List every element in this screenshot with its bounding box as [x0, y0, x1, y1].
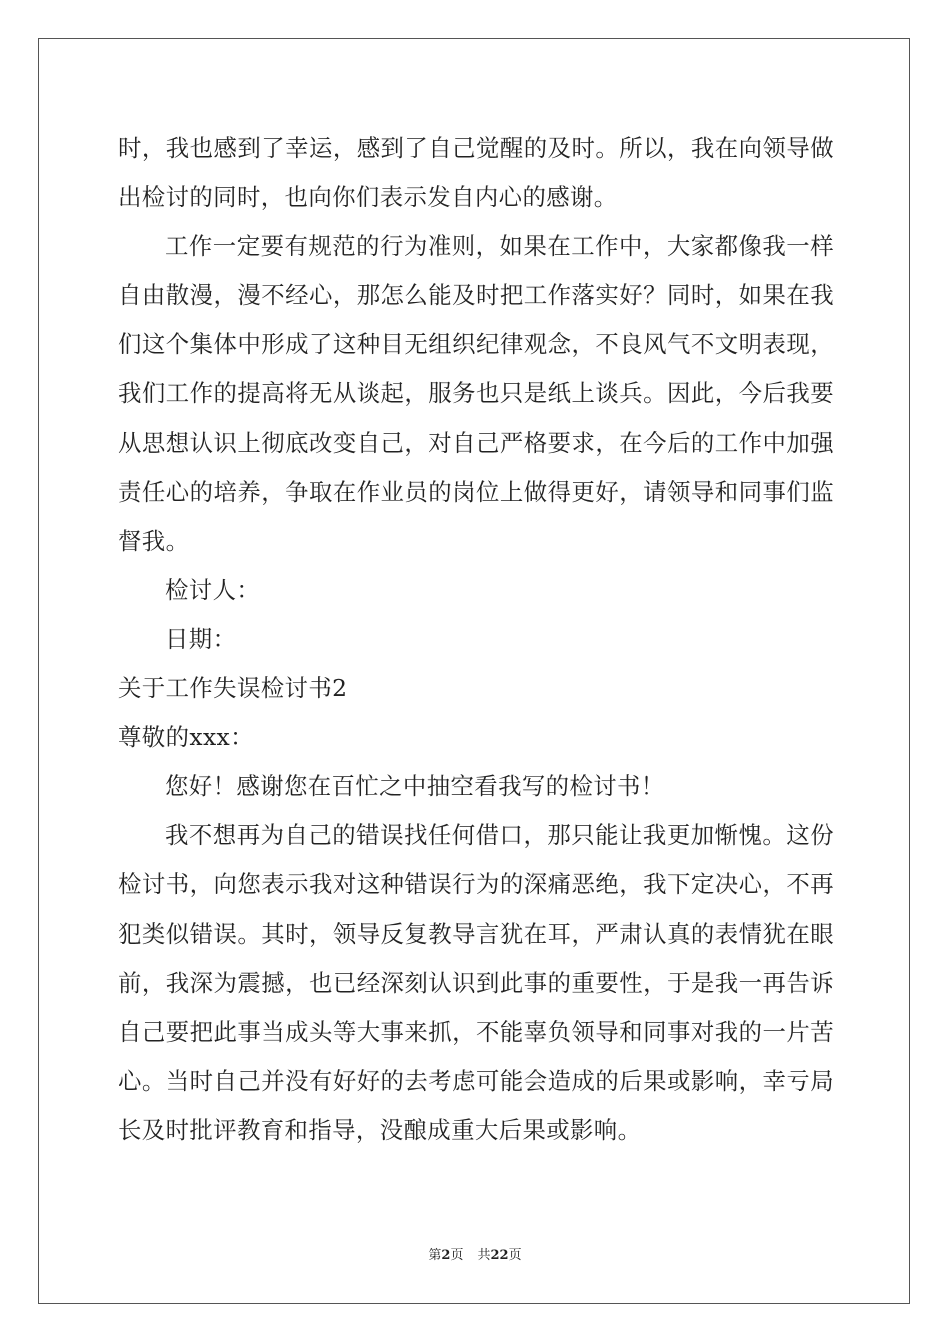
page-prefix: 第: [428, 1248, 442, 1263]
salutation: 尊敬的xxx：: [118, 723, 254, 752]
page-number: 2: [441, 1248, 451, 1263]
paragraph-apology: 我不想再为自己的错误找任何借口，那只能让我更加惭愧。这份检讨书，向您表示我对这种错误行为的深痛恶绝，我下定决心，不再犯类似错误。其时，领导反复教导言犹在耳，严肃认真的表情犹在眼前，我深为震撼，也已经深刻认识到此事的重要性，于是我一再告诉自己要把此事当成头等大事来抓，不能辜负领导和同事对我的一片苦心。当时自己并没有好好的去考虑可能会造成的后果或影响，幸亏局长及时批评教育和指导，没酿成重大后果或影响。: [118, 821, 834, 1144]
total-prefix: 共: [477, 1248, 491, 1263]
total-pages: 22: [490, 1248, 509, 1263]
page-suffix: 页: [450, 1248, 464, 1263]
document-body: [118, 124, 834, 1155]
paragraph-continuation: 时，我也感到了幸运，感到了自己觉醒的及时。所以，我在向领导做出检讨的同时，也向你们表示发自内心的感谢。: [118, 134, 834, 212]
date-line: 日期：: [165, 624, 237, 653]
page-footer: [0, 1247, 950, 1265]
greeting-paragraph: 您好！感谢您在百忙之中抽空看我写的检讨书！: [165, 772, 665, 801]
section-heading: 关于工作失误检讨书2: [118, 674, 348, 703]
signature-line: 检讨人：: [165, 575, 261, 604]
paragraph-work-norms: 工作一定要有规范的行为准则，如果在工作中，大家都像我一样自由散漫，漫不经心，那怎么能及时把工作落实好？同时，如果在我们这个集体中形成了这种目无组织纪律观念，不良风气不文明表现，我们工作的提高将无从谈起，服务也只是纸上谈兵。因此，今后我要从思想认识上彻底改变自己，对自己严格要求，在今后的工作中加强责任心的培养，争取在作业员的岗位上做得更好，请领导和同事们监督我。: [118, 232, 834, 555]
total-suffix: 页: [508, 1248, 522, 1263]
